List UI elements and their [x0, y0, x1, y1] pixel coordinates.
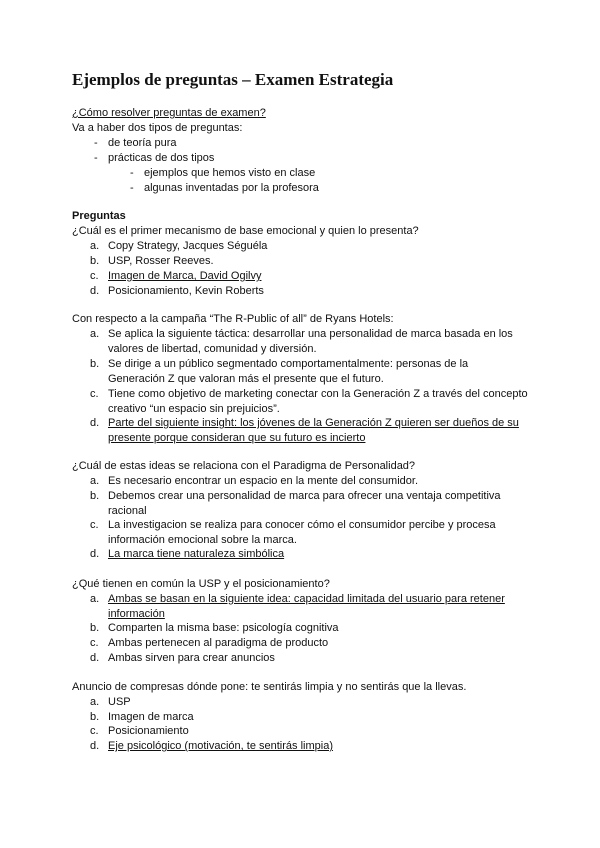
intro-heading: ¿Cómo resolver preguntas de examen?	[72, 107, 266, 119]
answer-option: b. Imagen de marca	[90, 711, 194, 723]
intro-sublist-item: - ejemplos que hemos visto en clase	[130, 167, 316, 179]
question-text: ¿Qué tienen en común la USP y el posicionamiento?	[72, 578, 330, 590]
answer-option-correct: c. Imagen de Marca, David Ogilvy	[90, 270, 262, 282]
answer-option: b. Comparten la misma base: psicología cognitiva	[90, 622, 339, 634]
question-text: Anuncio de compresas dónde pone: te sentirás limpia y no sentirás que la llevas.	[72, 681, 467, 693]
answer-option-correct: d. Eje psicológico (motivación, te sentirás limpia)	[90, 740, 333, 752]
preguntas-heading: Preguntas	[72, 210, 126, 222]
question-text: ¿Cuál es el primer mecanismo de base emocional y quien lo presenta?	[72, 225, 419, 237]
answer-option-correct: d. Parte del siguiente insight: los jóvenes de la Generación Z quieren ser dueños de su presente porque consideran que su futuro es incierto	[90, 417, 519, 444]
answer-option-correct: d. La marca tiene naturaleza simbólica	[90, 548, 285, 560]
question-text: Con respecto a la campaña “The R-Public of all” de Ryans Hotels:	[72, 313, 394, 325]
answer-option: c. La investigacion se realiza para conocer cómo el consumidor percibe y procesa información emocional sobre la marca.	[90, 519, 496, 546]
answer-option-correct: a. Ambas se basan en la siguiente idea: capacidad limitada del usuario para retener información	[90, 593, 505, 620]
answer-option: b. USP, Rosser Reeves.	[90, 255, 214, 267]
document-title: Ejemplos de preguntas – Examen Estrategia	[72, 70, 394, 89]
answer-option: d. Posicionamiento, Kevin Roberts	[90, 285, 264, 297]
answer-option: b. Debemos crear una personalidad de marca para ofrecer una ventaja competitiva racional	[90, 490, 501, 517]
intro-sublist-item: - algunas inventadas por la profesora	[130, 182, 319, 194]
answer-option: b. Se dirige a un público segmentado comportamentalmente: personas de la Generación Z que valoran más el presente que el futuro.	[90, 358, 469, 385]
dash-bullet: -	[130, 182, 134, 194]
answer-option: a. Es necesario encontrar un espacio en la mente del consumidor.	[90, 475, 419, 487]
answer-option: a. Copy Strategy, Jacques Séguéla	[90, 240, 268, 252]
answer-option: c. Tiene como objetivo de marketing conectar con la Generación Z a través del concepto creativo “un espacio sin prejuicios”.	[90, 388, 528, 415]
answer-option: d. Ambas sirven para crear anuncios	[90, 652, 275, 664]
answer-option: c. Ambas pertenecen al paradigma de producto	[90, 637, 329, 649]
question-text: ¿Cuál de estas ideas se relaciona con el Paradigma de Personalidad?	[72, 460, 416, 472]
answer-option: a. USP	[90, 696, 131, 708]
intro-list-item: - de teoría pura	[94, 137, 177, 149]
dash-bullet: -	[94, 137, 98, 149]
dash-bullet: -	[94, 152, 98, 164]
answer-option: a. Se aplica la siguiente táctica: desarrollar una personalidad de marca basada en los valores de libertad, comunidad y diversión.	[90, 328, 513, 355]
dash-bullet: -	[130, 167, 134, 179]
intro-lead: Va a haber dos tipos de preguntas:	[72, 122, 243, 134]
answer-option: c. Posicionamiento	[90, 725, 189, 737]
intro-list-item: - prácticas de dos tipos	[94, 152, 215, 164]
